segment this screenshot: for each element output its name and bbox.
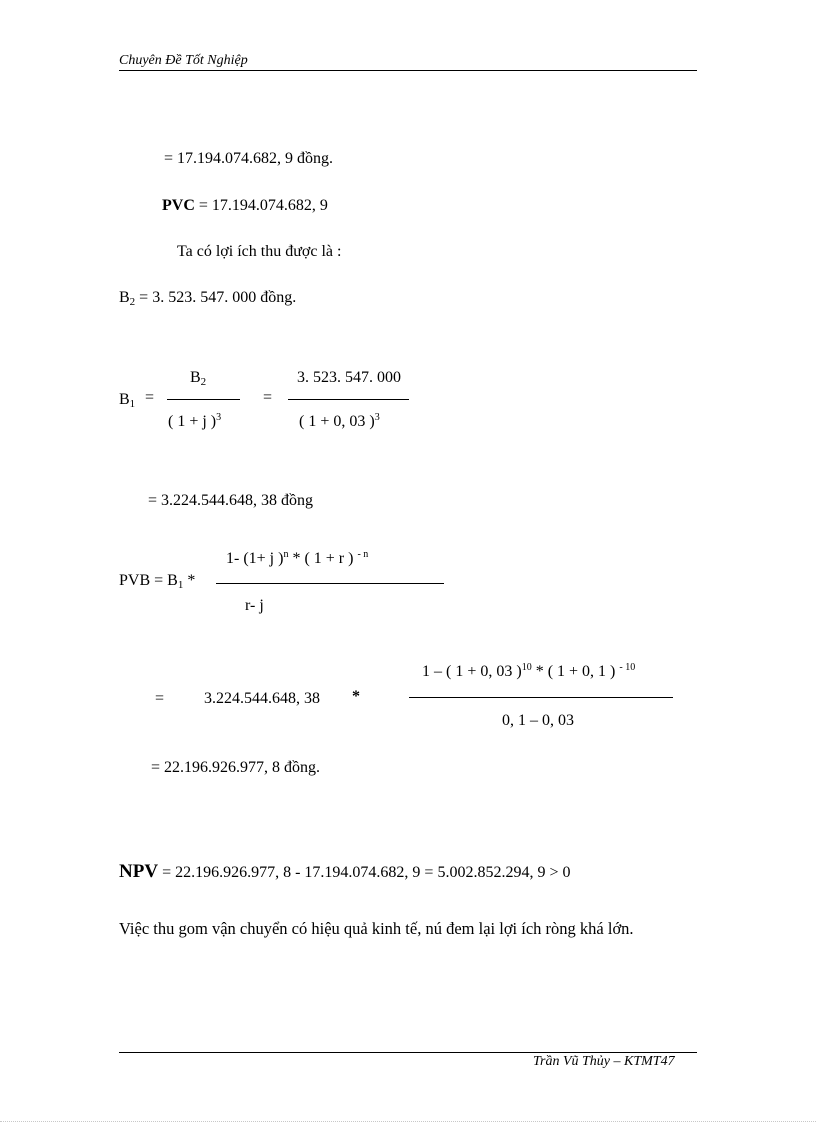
page-bottom-border bbox=[0, 1121, 816, 1122]
calc-num-exp-b: - 10 bbox=[619, 662, 636, 673]
b1-result: = 3.224.544.648, 38 đồng bbox=[148, 492, 314, 509]
pvc-label: PVC bbox=[162, 197, 195, 214]
f1-den-exponent: 3 bbox=[216, 412, 222, 423]
pvb-result: = 22.196.926.977, 8 đồng. bbox=[151, 759, 321, 776]
b2-symbol: B bbox=[119, 289, 130, 306]
pvb-lhs-text: PVB = B bbox=[119, 572, 178, 589]
calc-num-part-a: 1 – ( 1 + 0, 03 ) bbox=[422, 663, 522, 680]
b1-equals-2: = bbox=[263, 389, 273, 406]
b1-equals: = bbox=[145, 389, 155, 406]
b1-fraction2-numerator: 3. 523. 547. 000 bbox=[297, 369, 401, 386]
pvc-value: = 17.194.074.682, 9 bbox=[198, 197, 328, 214]
pvb-num-part-a: 1- (1+ j ) bbox=[226, 550, 284, 567]
calc-denominator: 0, 1 – 0, 03 bbox=[502, 712, 574, 729]
calc-equals: = bbox=[155, 690, 165, 707]
b1-fraction2-bar bbox=[288, 399, 409, 400]
b2-num-subscript: 2 bbox=[200, 376, 207, 388]
npv-expression: = 22.196.926.977, 8 - 17.194.074.682, 9 = 5.002.852.294, 9 > 0 bbox=[158, 864, 571, 881]
pvb-num-exp-a: n bbox=[283, 549, 289, 560]
pvb-lhs bbox=[119, 572, 195, 590]
pvb-numerator bbox=[226, 550, 368, 568]
b1-subscript: 1 bbox=[129, 398, 136, 410]
pvb-num-exp-b: - n bbox=[357, 549, 369, 560]
b1-lhs bbox=[119, 391, 135, 409]
pvb-fraction-bar bbox=[216, 583, 444, 584]
pvb-denominator: r- j bbox=[245, 597, 264, 614]
page-header-title: Chuyên Đề Tốt Nghiệp bbox=[119, 53, 248, 68]
b1-fraction2-denominator bbox=[299, 413, 380, 431]
f2-den-text: ( 1 + 0, 03 ) bbox=[299, 413, 375, 430]
calc-numerator bbox=[422, 663, 635, 681]
calc-fraction-bar bbox=[409, 697, 673, 698]
calc-num-exp-a: 10 bbox=[521, 662, 532, 673]
b2-num-symbol: B bbox=[190, 369, 201, 386]
b2-value: = 3. 523. 547. 000 đồng. bbox=[139, 289, 297, 306]
calc-num-part-b: * ( 1 + 0, 1 ) bbox=[531, 663, 620, 680]
b1-fraction1-bar bbox=[167, 399, 240, 400]
pvc-continuation-line: = 17.194.074.682, 9 đồng. bbox=[164, 150, 334, 167]
footer-rule bbox=[119, 1052, 697, 1053]
pvb-num-part-b: * ( 1 + r ) bbox=[288, 550, 358, 567]
calc-multiply: * bbox=[352, 688, 360, 705]
header-rule bbox=[119, 70, 697, 71]
pvb-multiply: * bbox=[183, 572, 196, 589]
f2-den-exponent: 3 bbox=[374, 412, 380, 423]
conclusion-paragraph: Việc thu gom vận chuyển có hiệu quả kinh tế, nú đem lại lợi ích ròng khá lớn. bbox=[119, 919, 634, 938]
f1-den-text: ( 1 + j ) bbox=[168, 413, 217, 430]
page-footer-author: Trần Vũ Thủy – KTMT47 bbox=[533, 1054, 675, 1069]
benefit-intro: Ta có lợi ích thu được là : bbox=[177, 243, 342, 260]
pvb-b1-subscript: 1 bbox=[177, 579, 184, 591]
b1-symbol: B bbox=[119, 391, 130, 408]
calc-value: 3.224.544.648, 38 bbox=[204, 690, 320, 707]
pvc-line bbox=[162, 197, 328, 215]
b2-subscript: 2 bbox=[129, 296, 136, 308]
npv-line bbox=[119, 861, 570, 883]
npv-label: NPV bbox=[119, 861, 159, 882]
b2-line bbox=[119, 289, 296, 307]
b1-fraction1-denominator bbox=[168, 413, 221, 431]
b1-fraction1-numerator bbox=[190, 369, 206, 387]
